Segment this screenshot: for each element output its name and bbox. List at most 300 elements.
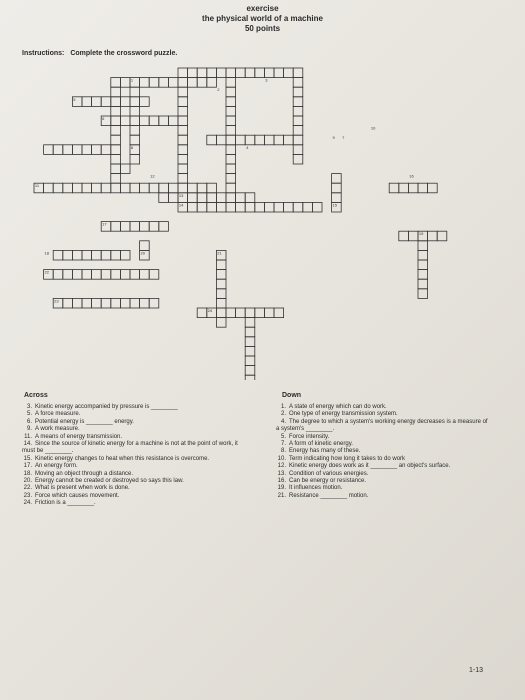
- crossword-cell[interactable]: [197, 308, 207, 318]
- crossword-cell[interactable]: [188, 193, 198, 203]
- crossword-cell[interactable]: [120, 116, 130, 126]
- crossword-cell[interactable]: [140, 116, 150, 126]
- crossword-cell[interactable]: [101, 270, 111, 280]
- crossword-cell[interactable]: [140, 241, 150, 251]
- clue-number: 12.: [277, 463, 286, 470]
- crossword-cell[interactable]: [255, 135, 265, 145]
- crossword-cell[interactable]: [149, 298, 159, 308]
- crossword-cell[interactable]: [216, 308, 226, 318]
- crossword-cell[interactable]: [159, 78, 169, 88]
- crossword-cell[interactable]: [72, 250, 82, 260]
- crossword-cell[interactable]: [159, 116, 169, 126]
- crossword-cell[interactable]: [293, 126, 303, 136]
- crossword-cell[interactable]: [418, 289, 428, 299]
- crossword-cell[interactable]: [264, 202, 274, 212]
- crossword-cell[interactable]: [226, 154, 236, 164]
- crossword-cell[interactable]: [101, 298, 111, 308]
- crossword-cell[interactable]: [140, 97, 150, 107]
- clue-number: 3.: [26, 404, 32, 410]
- clue-number: 24.: [23, 500, 32, 507]
- crossword-cell[interactable]: [245, 337, 255, 347]
- crossword-cell[interactable]: [245, 308, 255, 318]
- crossword-cell[interactable]: [197, 68, 207, 78]
- crossword-cell[interactable]: [293, 202, 303, 212]
- clue-text: Energy has many of these.: [289, 448, 361, 455]
- crossword-cell[interactable]: [178, 135, 188, 145]
- instructions-text: Complete the crossword puzzle.: [70, 50, 178, 57]
- crossword-cell[interactable]: [437, 231, 447, 241]
- clue-number: 7.: [280, 441, 286, 448]
- down-title: Down: [282, 392, 302, 399]
- crossword-cell[interactable]: [207, 68, 217, 78]
- crossword-cell[interactable]: [207, 193, 217, 203]
- down-clue-7: [276, 441, 491, 448]
- crossword-cell[interactable]: [428, 183, 438, 193]
- crossword-cell[interactable]: [120, 183, 130, 193]
- clue-number-label: 2: [217, 87, 220, 93]
- crossword-cell[interactable]: [216, 193, 226, 203]
- crossword-cell[interactable]: [53, 183, 63, 193]
- crossword-cell[interactable]: [245, 375, 255, 380]
- crossword-cell[interactable]: [53, 145, 63, 155]
- down-clue-1: [276, 404, 491, 411]
- crossword-cell[interactable]: [168, 183, 178, 193]
- crossword-cell[interactable]: [216, 298, 226, 308]
- crossword-cell[interactable]: [399, 183, 409, 193]
- clue-text: An energy form.: [35, 463, 78, 470]
- clue-text: A means of energy transmission.: [35, 433, 123, 440]
- crossword-cell[interactable]: [274, 308, 284, 318]
- crossword-cell[interactable]: [399, 231, 409, 241]
- crossword-cell[interactable]: [236, 308, 246, 318]
- crossword-cell[interactable]: [418, 250, 428, 260]
- crossword-cell[interactable]: [149, 270, 159, 280]
- crossword-cell[interactable]: [245, 356, 255, 366]
- crossword-cell[interactable]: [111, 222, 121, 232]
- across-clue-23: [22, 493, 252, 500]
- crossword-cell[interactable]: [274, 68, 284, 78]
- clue-text: A state of energy which can do work.: [289, 404, 387, 410]
- crossword-cell[interactable]: [178, 174, 188, 184]
- crossword-cell[interactable]: [216, 318, 226, 328]
- crossword-cell[interactable]: [130, 298, 140, 308]
- clue-number-label: 11: [34, 183, 40, 189]
- crossword-cell[interactable]: [178, 145, 188, 155]
- crossword-cell[interactable]: [293, 116, 303, 126]
- crossword-cell[interactable]: [293, 135, 303, 145]
- clue-number: 14.: [23, 441, 32, 448]
- clue-number: 22.: [23, 485, 32, 492]
- down-clue-21: [276, 493, 491, 500]
- clue-text: Kinetic energy accompanied by pressure is ________: [35, 404, 178, 410]
- crossword-cell[interactable]: [53, 270, 63, 280]
- crossword-cell[interactable]: [111, 97, 121, 107]
- crossword-cell[interactable]: [72, 183, 82, 193]
- crossword-cell[interactable]: [140, 270, 150, 280]
- clue-number-label: 16: [409, 173, 414, 179]
- crossword-cell[interactable]: [245, 202, 255, 212]
- across-clue-24: [22, 500, 252, 507]
- crossword-cell[interactable]: [82, 250, 92, 260]
- crossword-cell[interactable]: [408, 183, 418, 193]
- crossword-cell[interactable]: [216, 68, 226, 78]
- clue-number-label: 18: [44, 250, 49, 256]
- crossword-cell[interactable]: [111, 154, 121, 164]
- clue-number: 11.: [24, 433, 32, 440]
- crossword-cell[interactable]: [178, 116, 188, 126]
- clue-text: Energy cannot be created or destroyed so says this law.: [35, 478, 184, 485]
- crossword-cell[interactable]: [226, 68, 236, 78]
- crossword-cell[interactable]: [168, 78, 178, 88]
- crossword-cell[interactable]: [44, 183, 54, 193]
- crossword-cell[interactable]: [293, 154, 303, 164]
- crossword-cell[interactable]: [178, 68, 188, 78]
- crossword-cell[interactable]: [101, 145, 111, 155]
- crossword-cell[interactable]: [178, 154, 188, 164]
- crossword-cell[interactable]: [140, 222, 150, 232]
- crossword-cell[interactable]: [226, 145, 236, 155]
- crossword-cell[interactable]: [226, 87, 236, 97]
- crossword-cell[interactable]: [178, 87, 188, 97]
- clue-number: 21.: [277, 492, 286, 499]
- crossword-cell[interactable]: [332, 183, 342, 193]
- crossword-cell[interactable]: [111, 298, 121, 308]
- clue-number-label: 24: [207, 308, 213, 313]
- crossword-cell[interactable]: [312, 202, 322, 212]
- crossword-cell[interactable]: [130, 270, 140, 280]
- crossword-cell[interactable]: [111, 183, 121, 193]
- clue-number-label: 6: [102, 116, 105, 121]
- crossword-cell[interactable]: [149, 116, 159, 126]
- crossword-cell[interactable]: [264, 135, 274, 145]
- crossword-cell[interactable]: [255, 68, 265, 78]
- clue-number: 2.: [280, 411, 286, 418]
- crossword-cell[interactable]: [168, 116, 178, 126]
- crossword-cell[interactable]: [255, 202, 265, 212]
- crossword-cell[interactable]: [82, 97, 92, 107]
- crossword-cell[interactable]: [82, 183, 92, 193]
- across-clue-3: [22, 404, 252, 411]
- crossword-cell[interactable]: [63, 250, 73, 260]
- clue-number-label: 1: [130, 77, 134, 83]
- crossword-cell[interactable]: [130, 106, 140, 116]
- crossword-cell[interactable]: [168, 193, 178, 203]
- crossword-cell[interactable]: [120, 164, 130, 174]
- crossword-cell[interactable]: [245, 327, 255, 337]
- crossword-cell[interactable]: [226, 135, 236, 145]
- crossword-cell[interactable]: [216, 289, 226, 299]
- crossword-cell[interactable]: [216, 260, 226, 270]
- clue-number-label: 15: [332, 202, 337, 208]
- clue-number-label: 5: [73, 96, 76, 102]
- down-clue-2: [276, 411, 491, 418]
- crossword-cell[interactable]: [236, 135, 246, 145]
- crossword-cell[interactable]: [226, 308, 236, 318]
- crossword-cell[interactable]: [303, 202, 313, 212]
- crossword-cell[interactable]: [53, 250, 63, 260]
- crossword-cell[interactable]: [207, 202, 217, 212]
- clue-text: One type of energy transmission system.: [289, 411, 398, 418]
- crossword-cell[interactable]: [245, 366, 255, 376]
- header-subtitle: the physical world of a machine: [202, 14, 323, 23]
- crossword-cell[interactable]: [111, 116, 121, 126]
- crossword-cell[interactable]: [216, 279, 226, 289]
- crossword-cell[interactable]: [293, 68, 303, 78]
- across-clue-15: [22, 456, 252, 463]
- crossword-cell[interactable]: [149, 78, 159, 88]
- crossword-cell[interactable]: [82, 270, 92, 280]
- crossword-cell[interactable]: [101, 97, 111, 107]
- crossword-cell[interactable]: [178, 183, 188, 193]
- crossword-cell[interactable]: [216, 135, 226, 145]
- crossword-cell[interactable]: [111, 135, 121, 145]
- crossword-cell[interactable]: [111, 250, 121, 260]
- page-number: 1-13: [468, 667, 483, 674]
- crossword-cell[interactable]: [418, 183, 428, 193]
- clue-text: A work measure.: [35, 426, 80, 433]
- crossword-cell[interactable]: [101, 183, 111, 193]
- crossword-cell[interactable]: [188, 202, 198, 212]
- crossword-cell[interactable]: [111, 174, 121, 184]
- crossword-cell[interactable]: [149, 183, 159, 193]
- instructions-label: Instructions:: [22, 50, 65, 57]
- crossword-cell[interactable]: [226, 174, 236, 184]
- crossword-cell[interactable]: [245, 346, 255, 356]
- crossword-cell[interactable]: [178, 126, 188, 136]
- crossword-cell[interactable]: [226, 202, 236, 212]
- down-clue-12: [276, 463, 491, 470]
- crossword-cell[interactable]: [120, 250, 130, 260]
- across-clue-17: [22, 463, 252, 470]
- crossword-cell[interactable]: [226, 164, 236, 174]
- crossword-cell[interactable]: [245, 135, 255, 145]
- crossword-cell[interactable]: [188, 68, 198, 78]
- crossword-cell[interactable]: [92, 97, 102, 107]
- crossword-cell[interactable]: [72, 270, 82, 280]
- header-title: exercise: [246, 4, 279, 13]
- crossword-cell[interactable]: [111, 78, 121, 88]
- crossword-cell[interactable]: [188, 183, 198, 193]
- crossword-cell[interactable]: [197, 183, 207, 193]
- crossword-cell[interactable]: [92, 145, 102, 155]
- crossword-cell[interactable]: [245, 68, 255, 78]
- crossword-cell[interactable]: [274, 202, 284, 212]
- crossword-cell[interactable]: [140, 78, 150, 88]
- crossword-cell[interactable]: [293, 87, 303, 97]
- clue-text: It influences motion.: [289, 485, 343, 492]
- crossword-cell[interactable]: [418, 279, 428, 289]
- crossword-cell[interactable]: [255, 308, 265, 318]
- clue-number: 1.: [280, 404, 286, 410]
- header-points: 50 points: [244, 24, 281, 33]
- crossword-cell[interactable]: [284, 135, 294, 145]
- crossword-cell[interactable]: [226, 116, 236, 126]
- crossword-cell[interactable]: [159, 193, 169, 203]
- crossword-cell[interactable]: [264, 308, 274, 318]
- down-clue-4: [276, 419, 491, 434]
- crossword-cell[interactable]: [120, 78, 130, 88]
- clue-number: 19.: [277, 485, 286, 492]
- crossword-cell[interactable]: [92, 250, 102, 260]
- crossword-cell[interactable]: [197, 193, 207, 203]
- crossword-cell[interactable]: [226, 126, 236, 136]
- crossword-cell[interactable]: [130, 116, 140, 126]
- crossword-cell[interactable]: [293, 78, 303, 88]
- across-clue-9: [22, 426, 252, 433]
- crossword-cell[interactable]: [130, 87, 140, 97]
- crossword-cell[interactable]: [111, 145, 121, 155]
- crossword-cell[interactable]: [72, 298, 82, 308]
- clue-number-label: 23: [54, 298, 59, 304]
- crossword-cell[interactable]: [120, 97, 130, 107]
- crossword-cell[interactable]: [130, 154, 140, 164]
- across-clues: [22, 404, 252, 508]
- crossword-cell[interactable]: [178, 97, 188, 107]
- crossword-cell[interactable]: [216, 270, 226, 280]
- crossword-cell[interactable]: [226, 97, 236, 107]
- crossword-cell[interactable]: [274, 135, 284, 145]
- across-title: Across: [24, 392, 48, 399]
- crossword-cell[interactable]: [92, 270, 102, 280]
- across-clue-20: [22, 478, 252, 485]
- crossword-cell[interactable]: [120, 222, 130, 232]
- down-clue-13: [276, 471, 491, 478]
- crossword-cell[interactable]: [92, 183, 102, 193]
- crossword-cell[interactable]: [111, 87, 121, 97]
- clue-number-label: 3: [265, 77, 268, 83]
- crossword-cell[interactable]: [130, 183, 140, 193]
- crossword-cell[interactable]: [120, 270, 130, 280]
- crossword-cell[interactable]: [120, 298, 130, 308]
- crossword-cell[interactable]: [63, 145, 73, 155]
- crossword-cell[interactable]: [63, 183, 73, 193]
- clue-number: 16.: [277, 478, 286, 485]
- crossword-cell[interactable]: [293, 106, 303, 116]
- crossword-cell[interactable]: [428, 231, 438, 241]
- crossword-cell[interactable]: [111, 126, 121, 136]
- crossword-cell[interactable]: [293, 97, 303, 107]
- crossword-cell[interactable]: [207, 135, 217, 145]
- clue-text: Potential energy is ________ energy.: [35, 418, 134, 425]
- clue-text: Resistance ________ motion.: [289, 492, 369, 499]
- crossword-cell[interactable]: [130, 135, 140, 145]
- crossword-cell[interactable]: [284, 68, 294, 78]
- crossword-cell[interactable]: [178, 106, 188, 116]
- crossword-cell[interactable]: [197, 78, 207, 88]
- crossword-cell[interactable]: [418, 241, 428, 251]
- crossword-cell[interactable]: [92, 298, 102, 308]
- crossword-cell[interactable]: [63, 270, 73, 280]
- clue-text: Kinetic energy does work as it ________ an object's surface.: [289, 463, 451, 470]
- crossword-cell[interactable]: [245, 318, 255, 328]
- crossword-cell[interactable]: [111, 270, 121, 280]
- crossword-cell[interactable]: [197, 202, 207, 212]
- clue-number-label: 12: [150, 173, 155, 179]
- clue-number-label: 10: [370, 125, 376, 131]
- crossword-cell[interactable]: [226, 106, 236, 116]
- clue-number: 10.: [277, 455, 286, 462]
- crossword-cell[interactable]: [82, 298, 92, 308]
- crossword-cell[interactable]: [188, 78, 198, 88]
- crossword-cell[interactable]: [44, 145, 54, 155]
- crossword-cell[interactable]: [226, 78, 236, 88]
- crossword-cell[interactable]: [159, 183, 169, 193]
- clue-text: Term indicating how long it takes to do work: [289, 455, 406, 462]
- clue-number: 18.: [23, 470, 32, 477]
- crossword-cell[interactable]: [130, 97, 140, 107]
- down-clue-5: [276, 434, 491, 441]
- crossword-cell[interactable]: [63, 298, 73, 308]
- clue-number: 20.: [23, 478, 32, 485]
- clue-text: Condition of various energies.: [289, 470, 369, 477]
- crossword-cell[interactable]: [207, 183, 217, 193]
- crossword-cell[interactable]: [82, 145, 92, 155]
- clue-number: 23.: [23, 492, 32, 499]
- crossword-cell[interactable]: [140, 298, 150, 308]
- crossword-cell[interactable]: [236, 193, 246, 203]
- crossword-cell[interactable]: [332, 193, 342, 203]
- clue-number: 5.: [280, 433, 286, 440]
- clue-text: Force which causes movement.: [35, 492, 120, 499]
- crossword-cell[interactable]: [178, 164, 188, 174]
- crossword-cell[interactable]: [226, 183, 236, 193]
- clue-number-label: 7: [342, 135, 345, 141]
- crossword-cell[interactable]: [101, 250, 111, 260]
- clue-text: Friction is a ________.: [35, 500, 96, 507]
- clue-text: Moving an object through a distance.: [35, 470, 134, 477]
- crossword-cell[interactable]: [408, 231, 418, 241]
- down-clues: [276, 404, 491, 500]
- crossword-cell[interactable]: [140, 183, 150, 193]
- across-clue-5: [22, 411, 252, 418]
- across-clue-18: [22, 471, 252, 478]
- clue-number: 9.: [26, 426, 32, 433]
- clue-text: A form of kinetic energy.: [289, 441, 353, 448]
- crossword-cell[interactable]: [284, 202, 294, 212]
- crossword-cell[interactable]: [418, 260, 428, 270]
- crossword-cell[interactable]: [245, 193, 255, 203]
- clue-text: The degree to which a system's working energy decreases is a measure of a system's ________.: [276, 418, 488, 433]
- crossword-cell[interactable]: [236, 202, 246, 212]
- clue-number-label: 14: [178, 202, 184, 208]
- crossword-cell[interactable]: [418, 270, 428, 280]
- clue-text: Since the source of kinetic energy for a machine is not at the point of work, it must be ________.: [22, 441, 238, 455]
- clue-number: 15.: [23, 455, 32, 462]
- crossword-cell[interactable]: [130, 222, 140, 232]
- crossword-cell[interactable]: [236, 68, 246, 78]
- crossword-cell[interactable]: [159, 222, 169, 232]
- clue-number-label: 21: [217, 250, 222, 256]
- crossword-cell[interactable]: [216, 202, 226, 212]
- down-clue-19: [276, 485, 491, 492]
- crossword-cell[interactable]: [389, 183, 399, 193]
- crossword-cell[interactable]: [332, 174, 342, 184]
- crossword-cell[interactable]: [111, 164, 121, 174]
- clue-text: Kinetic energy changes to heat when this resistance is overcome.: [35, 455, 210, 462]
- crossword-cell[interactable]: [207, 78, 217, 88]
- crossword-cell[interactable]: [111, 106, 121, 116]
- crossword-cell[interactable]: [72, 145, 82, 155]
- crossword-cell[interactable]: [149, 222, 159, 232]
- crossword-cell[interactable]: [293, 145, 303, 155]
- crossword-cell[interactable]: [178, 78, 188, 88]
- clue-number-label: 13: [178, 192, 184, 198]
- clue-number: 5.: [26, 411, 32, 418]
- crossword-cell[interactable]: [264, 68, 274, 78]
- crossword-cell[interactable]: [130, 126, 140, 136]
- crossword-cell[interactable]: [226, 193, 236, 203]
- clue-number: 17.: [23, 463, 32, 470]
